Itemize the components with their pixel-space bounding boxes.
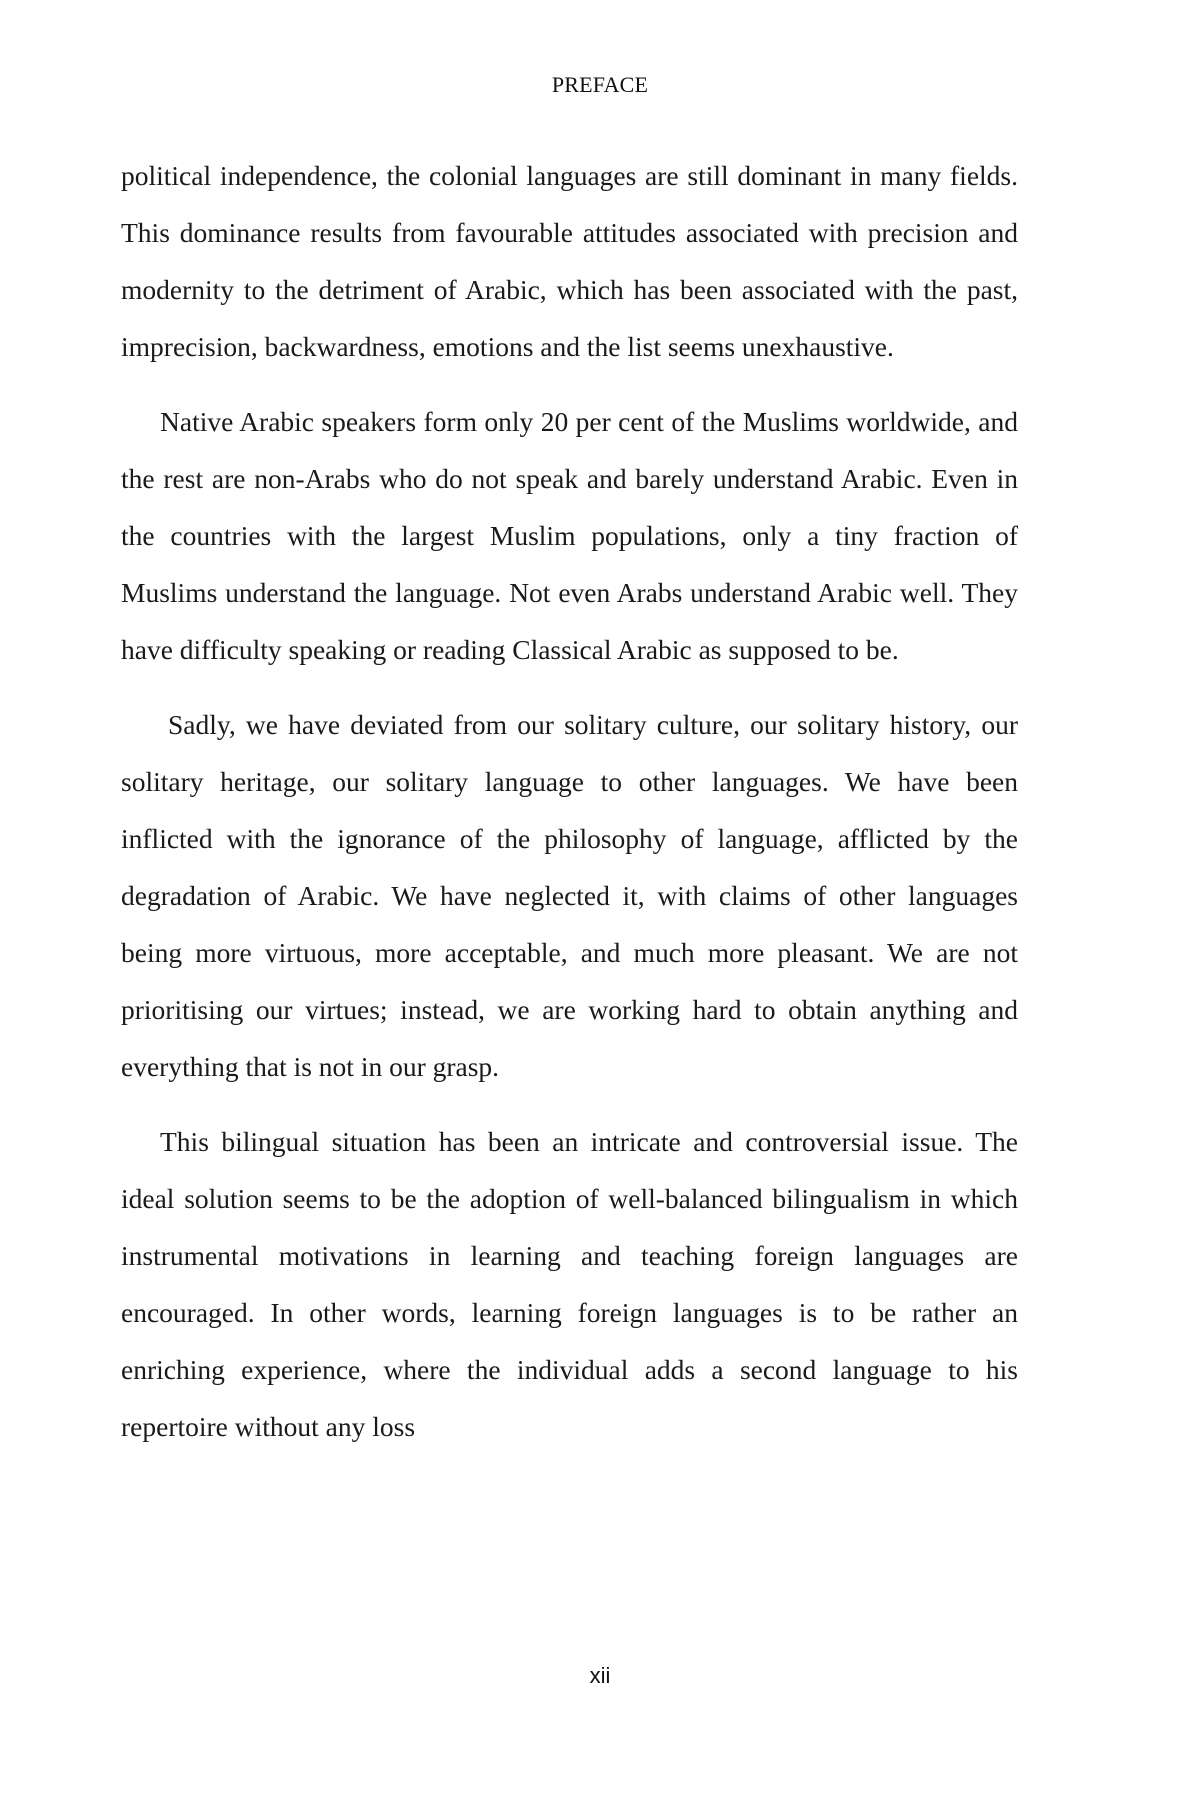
paragraph-continuation: political independence, the colonial languages are still dominant in many fields. This dominance results from favourable attitudes associated with precision and modernity to the detriment of Arabic, which has been associated with the past, imprecision, backwardness, emotions and the list seems unexhaustive. (121, 160, 1018, 362)
paragraph-deviation: Sadly, we have deviated from our solitary culture, our solitary history, our solitary heritage, our solitary language to other languages. We have been inflicted with the ignorance of the philosophy of language, afflicted by the degradation of Arabic. We have neglected it, with claims of other languages being more virtuous, more acceptable, and much more pleasant. We are not prioritising our virtues; instead, we are working hard to obtain anything and everything that is not in our grasp. (121, 709, 1018, 1082)
paragraph-bilingual-situation: This bilingual situation has been an intricate and controversial issue. The ideal solution seems to be the adoption of well-balanced bilingualism in which instrumental motivations in learning and teaching foreign languages are encouraged. In other words, learning foreign languages is to be rather an enriching experience, where the individual adds a second language to his repertoire without any loss (121, 1126, 1018, 1442)
page-number: xii (589, 1663, 611, 1688)
body-text (121, 147, 1018, 1473)
paragraph-native-speakers: Native Arabic speakers form only 20 per cent of the Muslims worldwide, and the rest are non-Arabs who do not speak and barely understand Arabic. Even in the countries with the largest Muslim populations, only a tiny fraction of Muslims understand the language. Not even Arabs understand Arabic well. They have difficulty speaking or reading Classical Arabic as supposed to be. (121, 406, 1018, 665)
running-head-title: PREFACE (551, 72, 649, 97)
